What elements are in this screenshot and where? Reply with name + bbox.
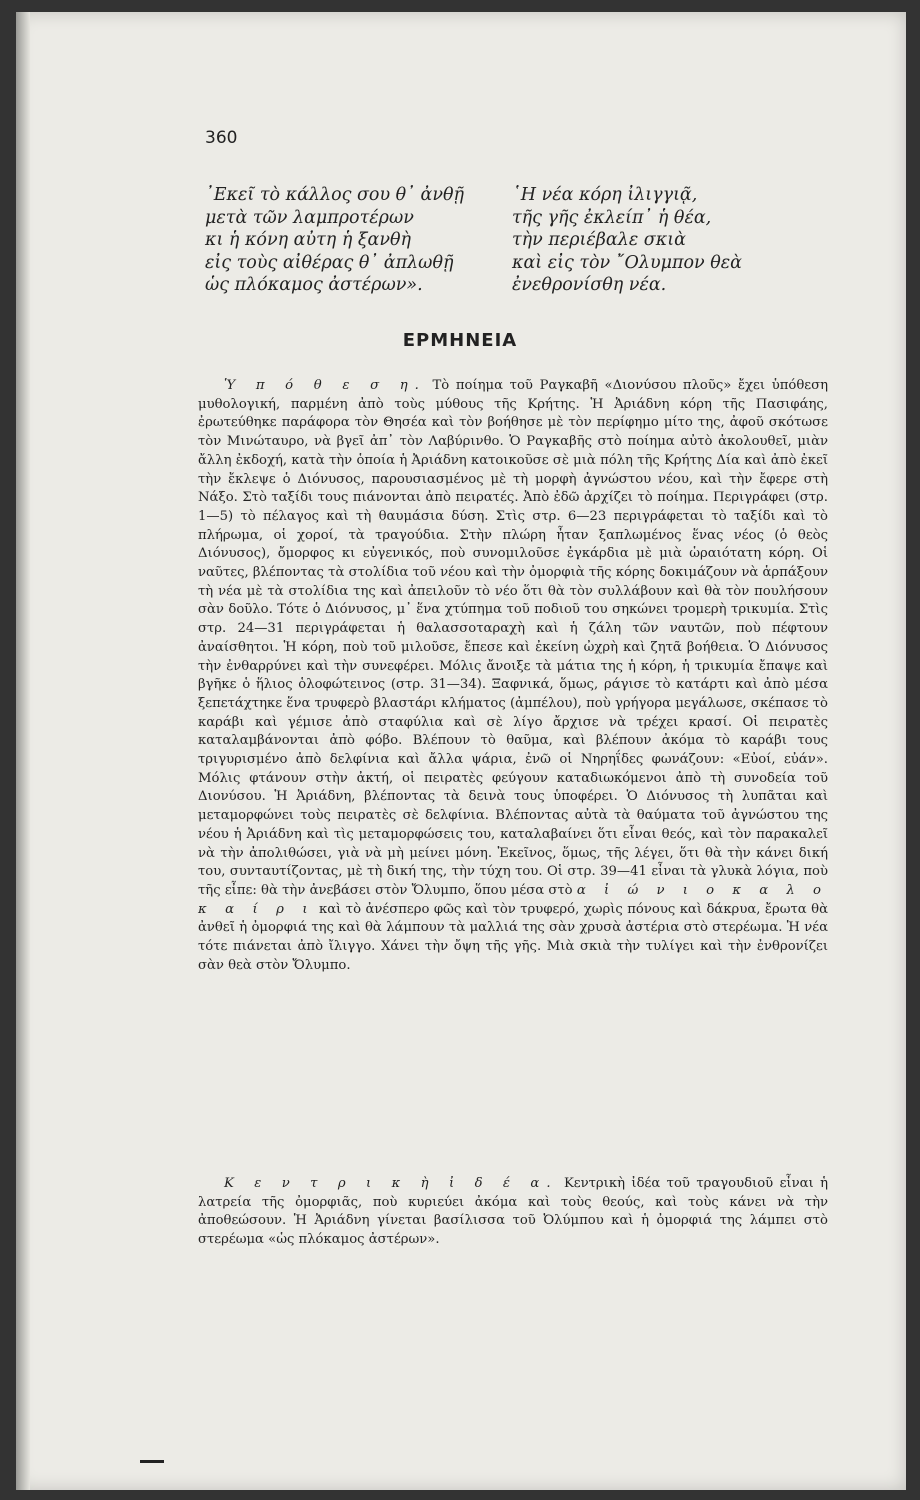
paragraph-hypothesis — [198, 377, 828, 976]
poem-line: τὴν περιέβαλε σκιὰ — [512, 230, 686, 250]
paragraph-text: Κεντρικὴ ἰδέα τοῦ τραγουδιοῦ εἶναι ἡ λατρεία τῆς ὀμορφιᾶς, ποὺ κυριεύει ἀκόμα καὶ τοὺς θεούς, καὶ τοὺς κάνει νὰ τὴν ἀποθεώσουν. Ἡ Ἀριάδνη γίνεται βασίλισσα τοῦ Ὀλύμπου καὶ ἡ ὀμορφιά της λάμπει στὸ στερέωμα «ὡς πλόκαμος ἀστέρων». — [198, 1176, 829, 1248]
paragraph-text-tail: καὶ τὸ ἀνέσπερο φῶς καὶ τὸν τρυφερό, χωρὶς πόνους καὶ δάκρυα, ἔρωτα θὰ ἀνθεῖ ἡ ὀμορφιά της καὶ θὰ λάμπουν τὰ μαλλιά της σὰν χρυσὰ ἀστέρια στὸ στερέωμα. Ἡ νέα τότε πιάνεται ἀπὸ ἴλιγγο. Χάνει τὴν ὄψη τῆς γῆς. Μιὰ σκιὰ τὴν τυλίγει καὶ τὴν ἐνθρονίζει σὰν θεὰ στὸν Ὄλυμπο. — [198, 901, 828, 973]
poem-line: καὶ εἰς τὸν ῎Ολυμπον θεὰ — [512, 252, 742, 273]
poem-line: ὡς πλόκαμος ἀστέρων». — [205, 275, 423, 295]
poem-line: ᾿Εκεῖ τὸ κάλλος σου θ᾿ ἀνθῇ — [205, 185, 464, 205]
poem-line: εἰς τοὺς αἰθέρας θ᾿ ἀπλωθῇ — [205, 252, 454, 273]
paragraph-central-idea — [198, 1175, 828, 1250]
emphasized-phrase: α ἰ ώ ν ι ο κ α λ ο κ α ί ρ ι — [198, 882, 828, 917]
poem-left-column — [205, 184, 464, 297]
poem-line: κι ἡ κόνη αὐτη ἡ ξανθὴ — [205, 230, 411, 250]
poem-line: μετὰ τῶν λαμπροτέρων — [205, 207, 414, 228]
paragraph-label: Κ ε ν τ ρ ι κ ὴ ἰ δ έ α. — [224, 1176, 558, 1191]
paragraph-text: Τὸ ποίημα τοῦ Ραγκαβῆ «Διονύσου πλοῦς» ἔχει ὑπόθεση μυθολογική, παρμένη ἀπὸ τοὺς μύθους τῆς Κρήτης. Ἡ Ἀριάδνη κόρη τῆς Πασιφάης, ἐρωτεύθηκε παράφορα τὸν Θησέα καὶ τὸν βοήθησε μὲ τὸν περίφημο μίτο της, ἀφοῦ σκότωσε τὸν Μινώταυρο, νὰ βγεῖ ἀπ᾿ τὸν Λαβύρινθο. Ὁ Ραγκαβῆς στὸ ποίημα αὐτὸ ἀκολουθεῖ, μιὰν ἄλλη ἐκδοχή, κατὰ τὴν ὁποία ἡ Ἀριάδνη κατοικοῦσε σὲ μιὰ πόλη τῆς Κρήτης Δία καὶ ἀπὸ ἐκεῖ τὴν ἔκλεψε ὁ Διόνυσος, παρουσιασμένος μὲ τὴ μορφὴ ἀγνώστου νέου, καὶ τὴν ἔφερε στὴ Νάξο. Στὸ ταξίδι τους πιάνονται ἀπὸ πειρατές. Ἀπὸ ἐδῶ ἀρχίζει τὸ ποίημα. Περιγράφει (στρ. 1—5) τὸ πέλαγος καὶ τὴ θαυμάσια δύση. Στὶς στρ. 6—23 περιγράφεται τὸ ταξίδι καὶ τὸ πλήρωμα, οἱ χοροί, τὰ τραγούδια. Στὴν πλώρη ἦταν ξαπλωμένος ἕνας νέος (ὁ θεὸς Διόνυσος), ὄμορφος κι εὐγενικός, ποὺ συνομιλοῦσε ἐγκάρδια μὲ μιὰ ὡραιότατη κόρη. Οἱ ναῦτες, βλέποντας τὰ στολίδια τοῦ νέου καὶ τὴν ὀμορφιὰ τῆς κόρης δοκιμάζουν νὰ ἁρπάξουν τὴ νέα μὲ τὰ στολίδια της καὶ ἀπειλοῦν τὸ νέο ὅτι θὰ τὸν συλλάβουν καὶ θὰ τὸν πουλήσουν σὰν δοῦλο. Τότε ὁ Διόνυσος, μ᾿ ἕνα χτύπημα τοῦ ποδιοῦ του σηκώνει τρομερὴ τρικυμία. Στὶς στρ. 24—31 περιγράφεται ἡ θαλασσοταραχὴ καὶ ἡ ζάλη τῶν ναυτῶν, ποὺ πέφτουν ἀναίσθητοι. Ἡ κόρη, ποὺ τοῦ μιλοῦσε, ἔπεσε καὶ ἐκείνη ὠχρὴ καὶ ζητᾶ βοήθεια. Ὁ Διόνυσος τὴν ἐνθαρρύνει καὶ τὴν συνεφέρει. Μόλις ἄνοιξε τὰ μάτια της ἡ κόρη, ἡ τρικυμία ἔπαψε καὶ βγῆκε ὁ ἥλιος ὁλοφώτεινος (στρ. 31—34). Ξαφνικά, ὅμως, ράγισε τὸ κατάρτι καὶ ἀπὸ μέσα ξεπετάχτηκε ἕνα τρυφερὸ βλαστάρι κλήματος (ἀμπέλου), ποὺ γρήγορα μεγάλωσε, σκέπασε τὸ καράβι καὶ γέμισε ἀπὸ σταφύλια καὶ σὲ λίγο ἄρχισε νὰ τρέχει κρασί. Οἱ πειρατὲς καταλαμβάνονται ἀπὸ φόβο. Βλέπουν τὸ θαῦμα, καὶ βλέπουν ἀκόμα τὸ καράβι τους τριγυρισμένο ἀπὸ δελφίνια καὶ ἄλλα ψάρια, ἐνῶ οἱ Νηρηΐδες φωνάζουν: «Εὐοί, εὐάν». Μόλις φτάνουν στὴν ἀκτή, οἱ πειρατὲς φεύγουν καταδιωκόμενοι ἀπὸ τὴ συνοδεία τοῦ Διονύσου. Ἡ Ἀριάδνη, βλέποντας τὰ δεινὰ τους ὑποφέρει. Ὁ Διόνυσος τὴ λυπᾶται καὶ μεταμορφώνει τοὺς πειρατὲς σὲ δελφίνια. Βλέποντας αὐτὰ τὰ θαύματα τοῦ ἀγνώστου της νέου ἡ Ἀριάδνη καὶ τὶς μεταμορφώσεις του, καταλαβαίνει ὅτι εἶναι θεός, καὶ τὸν παρακαλεῖ νὰ τὴν ἀπολιθώσει, γιὰ νὰ μὴ μείνει μόνη. Ἐκεῖνος, ὅμως, τῆς λέγει, ὅτι θὰ τὴν κάνει δική του, συνταυτίζοντας, μὲ τὴ δική της, τὴν τύχη του. Οἱ στρ. 39—41 εἶναι τὰ γλυκὰ λόγια, ποὺ τῆς εἶπε: θὰ τὴν ἀνεβάσει στὸν Ὄλυμπο, ὅπου μέσα στὸ — [198, 378, 828, 898]
page-spine-shadow — [16, 12, 30, 1490]
poem-line: ἐνεθρονίσθη νέα. — [512, 275, 667, 295]
poem-line: τῆς γῆς ἐκλείπ᾿ ἡ θέα, — [512, 207, 712, 228]
poem-line: ῾Η νέα κόρη ἰλιγγιᾷ, — [512, 185, 698, 205]
page-number: 360 — [205, 128, 238, 148]
page-edge-mark — [140, 1460, 164, 1463]
paragraph-label: Ὑ π ό θ ε σ η. — [224, 378, 426, 393]
poem-right-column — [512, 184, 742, 297]
section-title: ΕΡΜΗΝΕΙΑ — [402, 330, 518, 351]
